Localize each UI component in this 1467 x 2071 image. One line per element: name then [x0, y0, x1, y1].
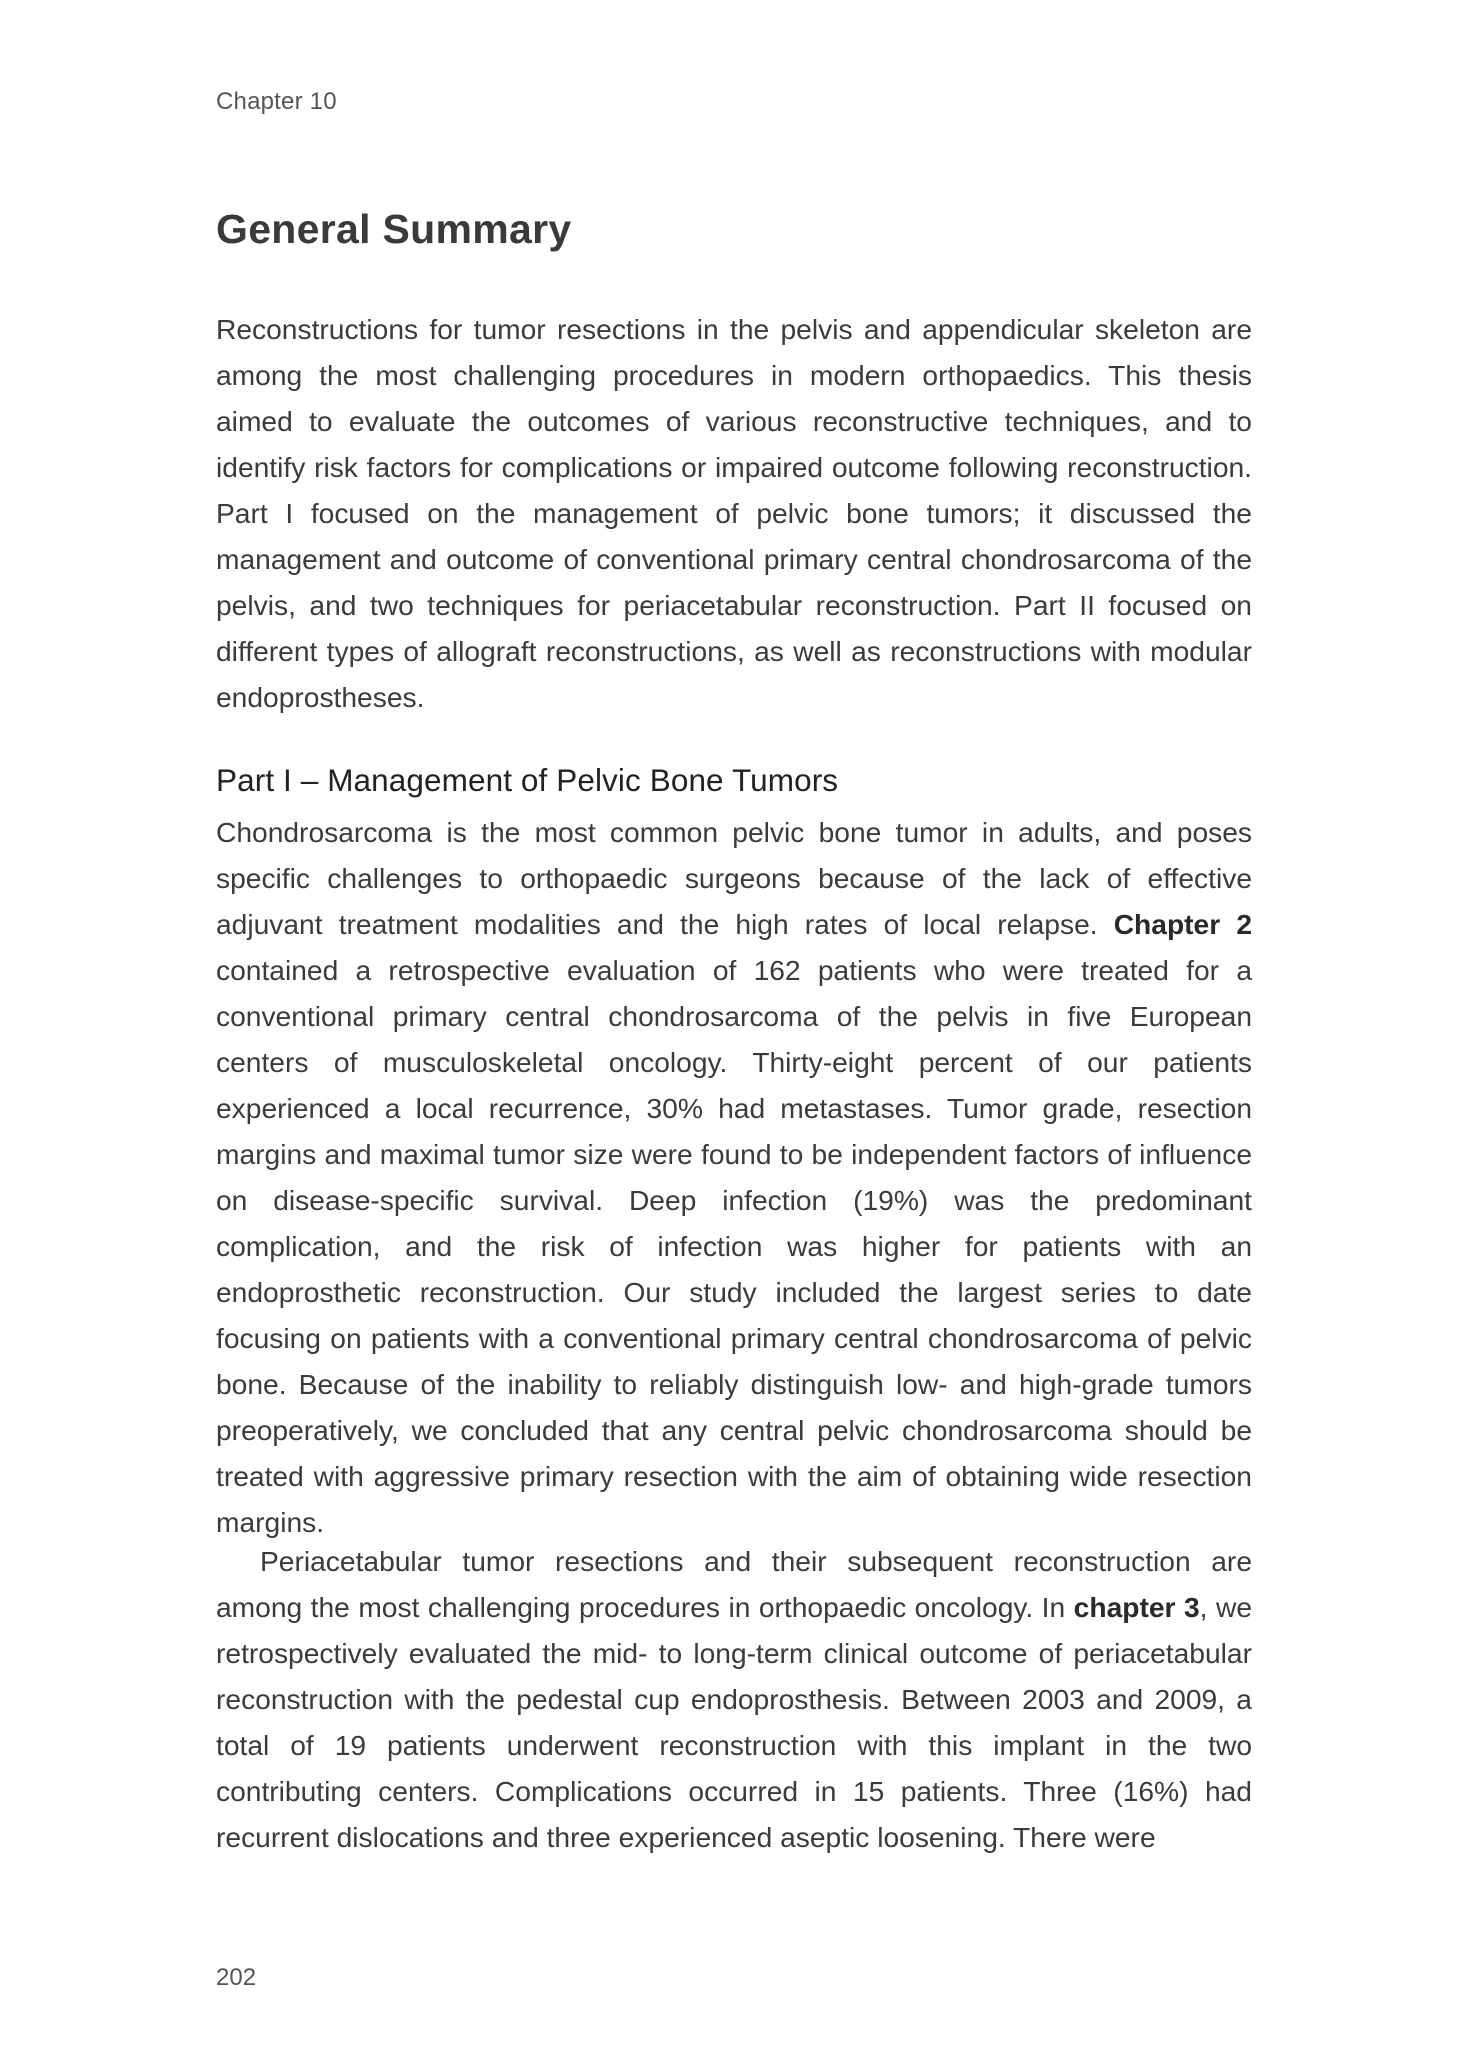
- paragraph-text: , we retrospectively evaluated the mid- to long-term clinical outcome of periacetabular reconstruction with the pedestal cup endoprosthesis. Between 2003 and 2009, a total of 19 patients underwent reconstruction with this implant in the two contributing centers. Complications occurred in 15 patients. Three (16%) had recurrent dislocations and three experienced aseptic loosening. There were: [216, 1591, 1252, 1853]
- periacetabular-paragraph: [216, 1538, 1252, 1860]
- section-heading-part1: Part I – Management of Pelvic Bone Tumors: [216, 762, 839, 798]
- paragraph-text: contained a retrospective evaluation of 162 patients who were treated for a conventional primary central chondrosarcoma of the pelvis in five European centers of musculoskeletal oncology. Thirty-eight percent of our patients experienced a local recurrence, 30% had metastases. Tumor grade, resection margins and maximal tumor size were found to be independent factors of influence on disease-specific survival. Deep infection (19%) was the predominant complication, and the risk of infection was higher for patients with an endoprosthetic reconstruction. Our study included the largest series to date focusing on patients with a conventional primary central chondrosarcoma of pelvic bone. Because of the inability to reliably distinguish low- and high-grade tumors preoperatively, we concluded that any central pelvic chondrosarcoma should be treated with aggressive primary resection with the aim of obtaining wide resection margins.: [216, 954, 1252, 1538]
- running-head: Chapter 10: [216, 88, 337, 115]
- intro-paragraph: Reconstructions for tumor resections in the pelvis and appendicular skeleton are among the most challenging procedures in modern orthopaedics. This thesis aimed to evaluate the outcomes of various reconstructive techniques, and to identify risk factors for complications or impaired outcome following reconstruction. Part I focused on the management of pelvic bone tumors; it discussed the management and outcome of conventional primary central chondrosarcoma of the pelvis, and two techniques for periacetabular reconstruction. Part II focused on different types of allograft reconstructions, as well as reconstructions with modular endoprostheses.: [216, 313, 1252, 713]
- page-number: 202: [216, 1964, 257, 1991]
- chondrosarcoma-paragraph: [216, 809, 1252, 1545]
- paragraph-text: Chondrosarcoma is the most common pelvic bone tumor in adults, and poses specific challenges to orthopaedic surgeons because of the lack of effective adjuvant treatment modalities and the high rates of local relapse.: [216, 816, 1252, 940]
- chapter-reference: chapter 3: [1073, 1591, 1200, 1623]
- paragraph-text: Periacetabular tumor resections and their subsequent reconstruction are among the most challenging procedures in orthopaedic oncology. In: [216, 1545, 1252, 1623]
- chapter-title: General Summary: [216, 206, 572, 252]
- chapter-reference: Chapter 2: [1113, 908, 1253, 940]
